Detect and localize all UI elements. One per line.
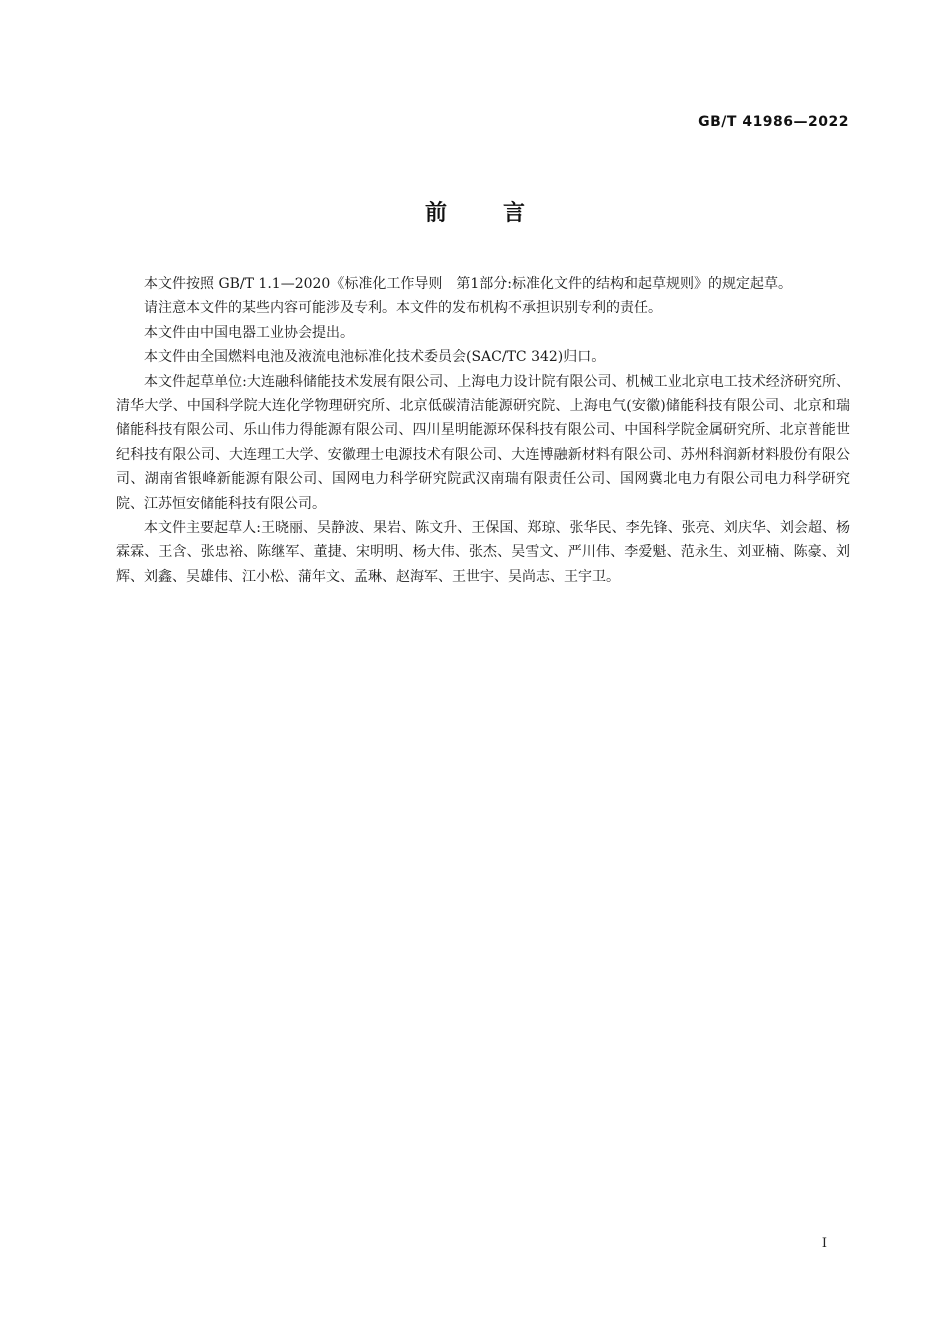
paragraph-patent-notice: 请注意本文件的某些内容可能涉及专利。本文件的发布机构不承担识别专利的责任。: [144, 300, 662, 317]
foreword-body: [116, 272, 850, 589]
page-title: 前言: [424, 201, 581, 226]
paragraph-drafting-organizations: 本文件起草单位:大连融科储能技术发展有限公司、上海电力设计院有限公司、机械工业北京电工技术经济研究所、清华大学、中国科学院大连化学物理研究所、北京低碳清洁能源研究院、上海电气(安徽)储能科技有限公司、北京和瑞储能科技有限公司、乐山伟力得能源有限公司、四川星明能源环保科技有限公司、中国科学院金属研究所、北京普能世纪科技有限公司、大连理工大学、安徽理士电源技术有限公司、大连博融新材料有限公司、苏州科润新材料股份有限公司、湖南省银峰新能源有限公司、国网电力科学研究院武汉南瑞有限责任公司、国网冀北电力有限公司电力科学研究院、江苏恒安储能科技有限公司。: [116, 373, 850, 512]
paragraph-drafting-rules: 本文件按照 GB/T 1.1—2020《标准化工作导则 第1部分:标准化文件的结构和起草规则》的规定起草。: [144, 276, 792, 292]
standard-number: GB/T 41986—2022: [698, 114, 849, 130]
page-number: I: [821, 1236, 827, 1251]
paragraph-technical-committee: 本文件由全国燃料电池及液流电池标准化技术委员会(SAC/TC 342)归口。: [144, 349, 606, 366]
paragraph-proposer: 本文件由中国电器工业协会提出。: [144, 324, 354, 341]
paragraph-drafters: 本文件主要起草人:王晓丽、吴静波、果岩、陈文升、王保国、郑琼、张华民、李先锋、张亮、刘庆华、刘会超、杨霖霖、王含、张忠裕、陈继军、董捷、宋明明、杨大伟、张杰、吴雪文、严川伟、李爱魁、范永生、刘亚楠、陈豪、刘辉、刘鑫、吴雄伟、江小松、蒲年文、孟琳、赵海军、王世宇、吴尚志、王宇卫。: [116, 520, 850, 585]
